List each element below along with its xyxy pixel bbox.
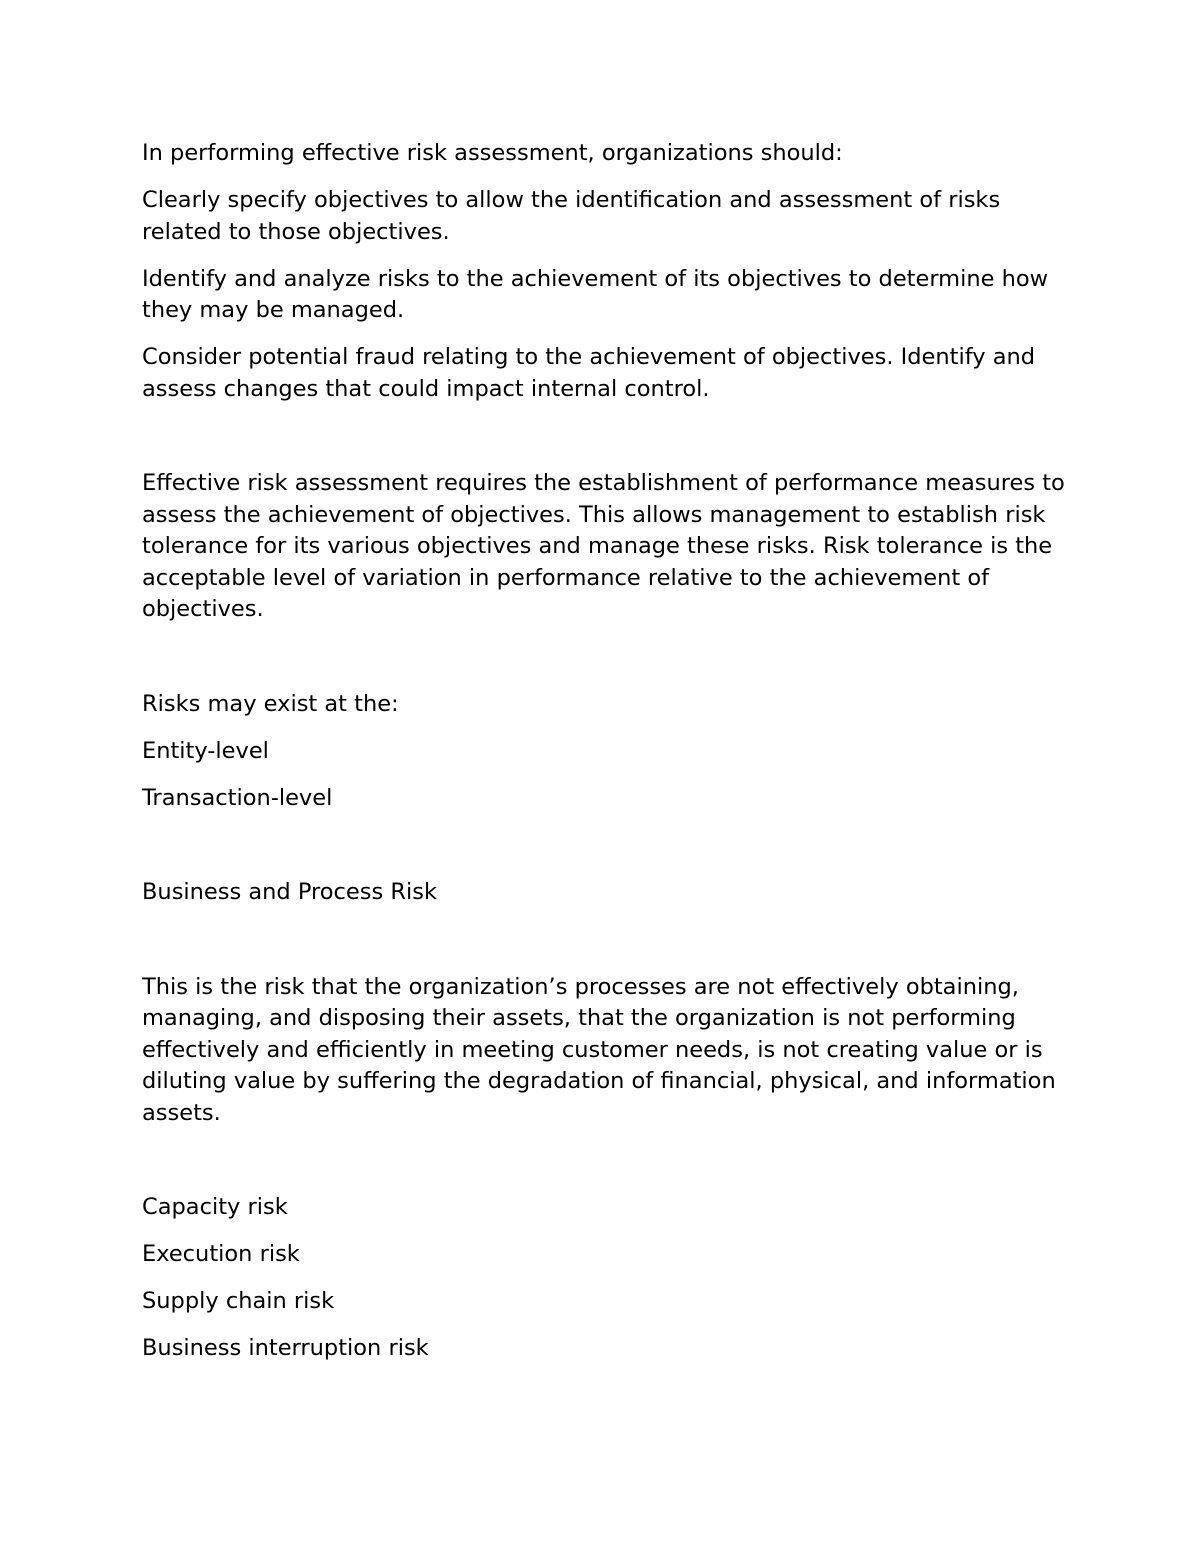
risk-type-capacity: Capacity risk (142, 1194, 288, 1220)
document-body (142, 138, 1072, 1380)
risk-type-business-interruption: Business interruption risk (142, 1335, 429, 1361)
intro-paragraph: In performing effective risk assessment, organizations should: (142, 140, 843, 166)
objectives-paragraph: Clearly specify objectives to allow the identification and assessment of risks related to those objectives. (142, 187, 1001, 245)
risk-level-transaction: Transaction-level (142, 784, 333, 811)
performance-measures-paragraph: Effective risk assessment requires the establishment of performance measures to assess the achievement of objectives. This allows management to establish risk tolerance for its various objectives and manage these risks. Risk tolerance is the acceptable level of variation in performance relative to the achievement of objectives. (142, 470, 1065, 622)
risk-type-supply-chain: Supply chain risk (142, 1288, 335, 1314)
fraud-paragraph: Consider potential fraud relating to the achievement of objectives. Identify and assess changes that could impact internal control. (142, 344, 1036, 402)
risk-type-execution: Execution risk (142, 1241, 300, 1267)
identify-paragraph: Identify and analyze risks to the achievement of its objectives to determine how they may be managed. (142, 265, 1049, 323)
risk-level-entity: Entity-level (142, 737, 269, 764)
business-process-risk-paragraph: This is the risk that the organization’s processes are not effectively obtaining, managing, and disposing their assets, that the organization is not performing effectively and efficiently in meeting customer needs, is not creating value or is diluting value by suffering the degradation of financial, physical, and information assets. (142, 973, 1056, 1126)
risk-levels-heading: Risks may exist at the: (142, 690, 399, 717)
section-heading-business-process-risk: Business and Process Risk (142, 879, 437, 905)
